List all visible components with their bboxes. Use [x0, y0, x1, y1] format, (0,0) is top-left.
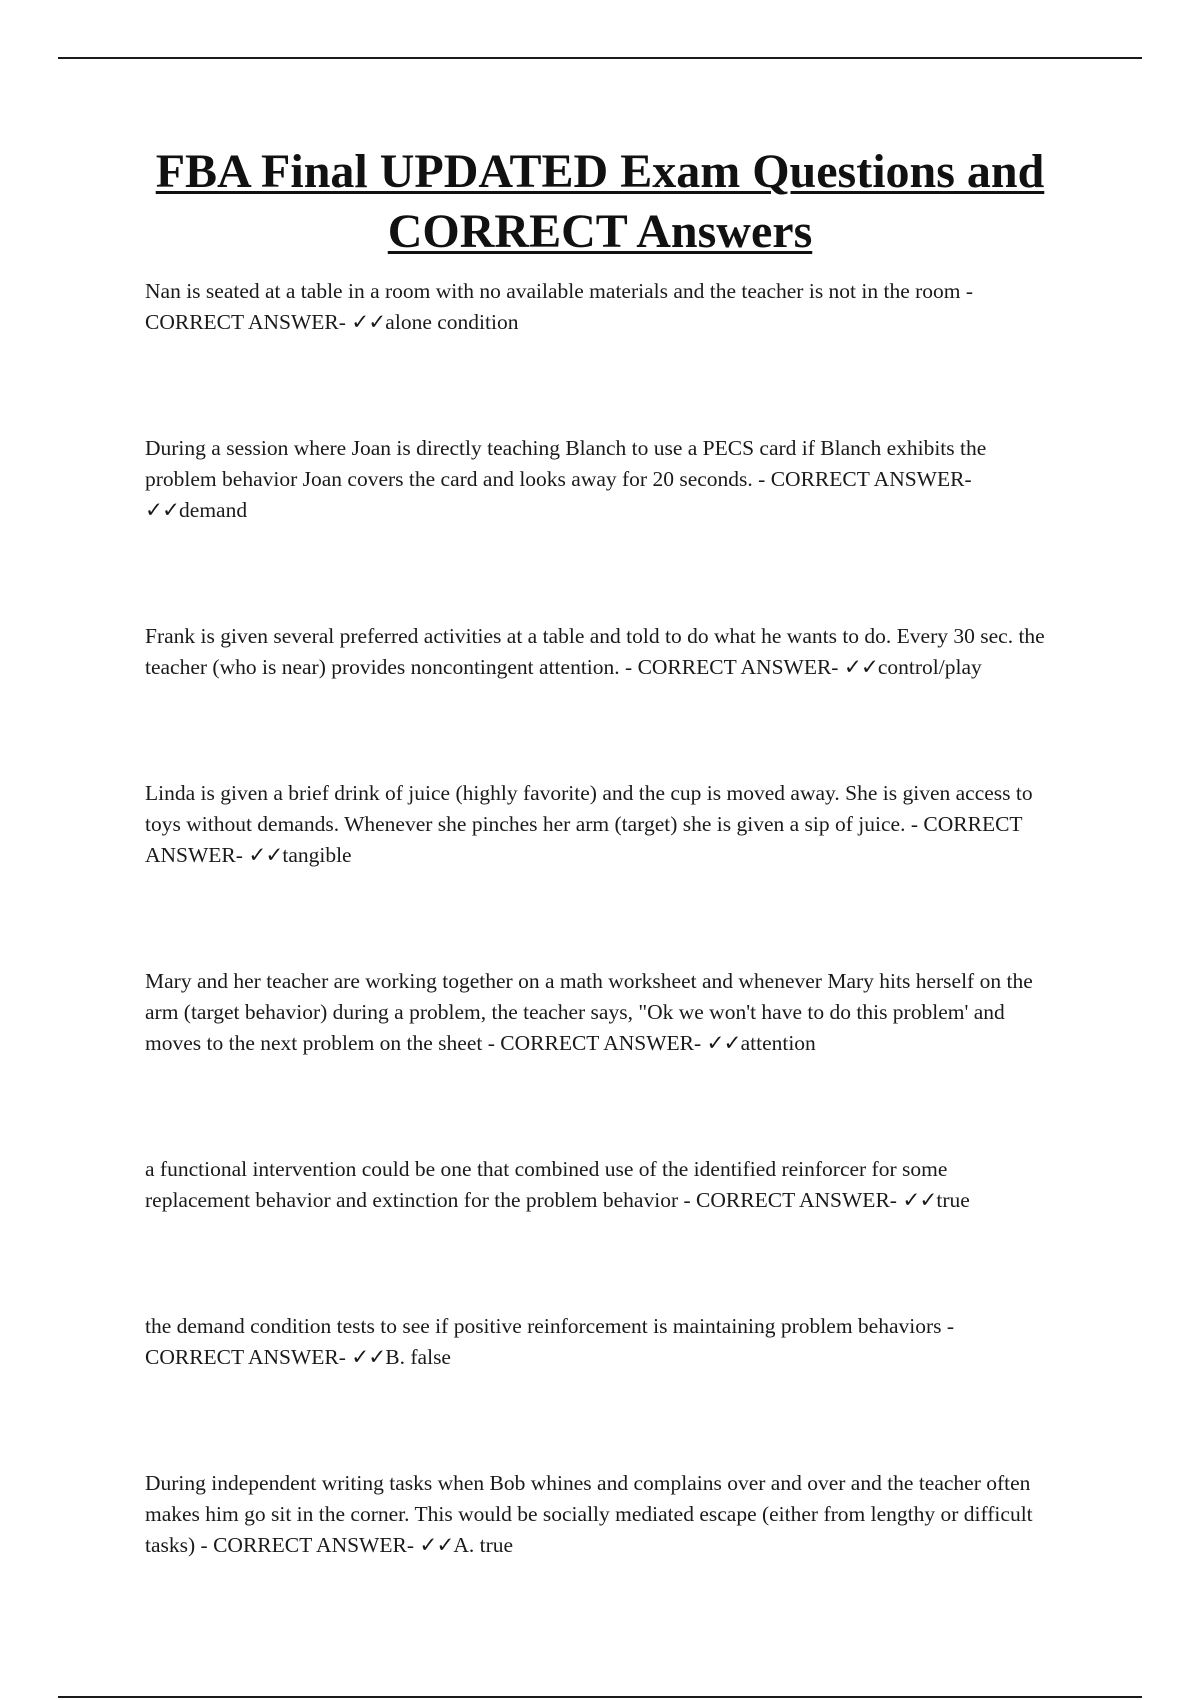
check-mark-icon: ✓✓ [351, 310, 386, 334]
separator [961, 279, 974, 303]
separator [482, 1031, 500, 1055]
question-text: a functional intervention could be one that combined use of the identified reinforcer for some replacement behavior and extinction for the problem behavior [145, 1157, 948, 1212]
qa-item [145, 778, 1057, 871]
question-text: Mary and her teacher are working together on a math worksheet and whenever Mary hits herself on the arm (target behavior) during a problem, the teacher says, "Ok we won't have to do this problem' and moves to the next problem on the sheet [145, 969, 1033, 1055]
check-mark-icon: ✓✓ [248, 843, 283, 867]
separator [753, 467, 771, 491]
separator [905, 812, 923, 836]
qa-list [145, 276, 1057, 1656]
answer-text: A. true [453, 1533, 514, 1557]
answer-text: control/play [877, 655, 982, 679]
check-mark-icon: ✓✓ [706, 1031, 741, 1055]
answer-marker: CORRECT ANSWER- [696, 1188, 897, 1212]
answer-text: demand [179, 498, 248, 522]
answer-text: alone condition [385, 310, 519, 334]
answer-marker: CORRECT ANSWER- [770, 467, 972, 491]
answer-marker: CORRECT ANSWER- [145, 1345, 346, 1369]
answer-marker: CORRECT ANSWER- [213, 1533, 414, 1557]
document-title: FBA Final UPDATED Exam Questions and CORRECT Answers [155, 145, 1045, 258]
answer-marker: CORRECT ANSWER- [145, 310, 346, 334]
qa-item [145, 966, 1057, 1059]
answer-text: true [936, 1188, 970, 1212]
answer-text: tangible [282, 843, 352, 867]
answer-marker: CORRECT ANSWER- [637, 655, 839, 679]
bottom-rule [58, 1696, 1142, 1698]
qa-item [145, 1154, 1057, 1216]
check-mark-icon: ✓✓ [145, 498, 180, 522]
check-mark-icon: ✓✓ [351, 1345, 386, 1369]
check-mark-icon: ✓✓ [902, 1188, 937, 1212]
separator [678, 1188, 696, 1212]
question-text: During independent writing tasks when Bob whines and complains over and over and the teacher often makes him go sit in the corner. This would be socially mediated escape (either from lengthy or difficult tasks) [145, 1471, 1033, 1557]
qa-item [145, 276, 1057, 338]
separator [195, 1533, 213, 1557]
check-mark-icon: ✓✓ [419, 1533, 454, 1557]
separator [620, 655, 638, 679]
check-mark-icon: ✓✓ [843, 655, 878, 679]
question-text: Linda is given a brief drink of juice (highly favorite) and the cup is moved away. She is given access to toys without demands. Whenever she pinches her arm (target) she is given a sip of juice. [145, 781, 1033, 836]
answer-text: B. false [385, 1345, 451, 1369]
question-text: Frank is given several preferred activities at a table and told to do what he wants to do. Every 30 sec. the teacher (who is near) provides noncontingent attention. [145, 624, 1045, 679]
qa-item [145, 1311, 1057, 1373]
answer-text: attention [740, 1031, 816, 1055]
qa-item [145, 621, 1057, 683]
qa-item [145, 1468, 1057, 1561]
answer-marker: CORRECT ANSWER- [145, 812, 1023, 867]
separator [942, 1314, 955, 1338]
question-text: Nan is seated at a table in a room with no available materials and the teacher is not in the room [145, 279, 961, 303]
top-rule [58, 57, 1142, 59]
question-text: the demand condition tests to see if positive reinforcement is maintaining problem behaviors [145, 1314, 942, 1338]
qa-item [145, 433, 1057, 526]
answer-marker: CORRECT ANSWER- [500, 1031, 702, 1055]
question-text: During a session where Joan is directly teaching Blanch to use a PECS card if Blanch exhibits the problem behavior Joan covers the card and looks away for 20 seconds. [145, 436, 987, 491]
